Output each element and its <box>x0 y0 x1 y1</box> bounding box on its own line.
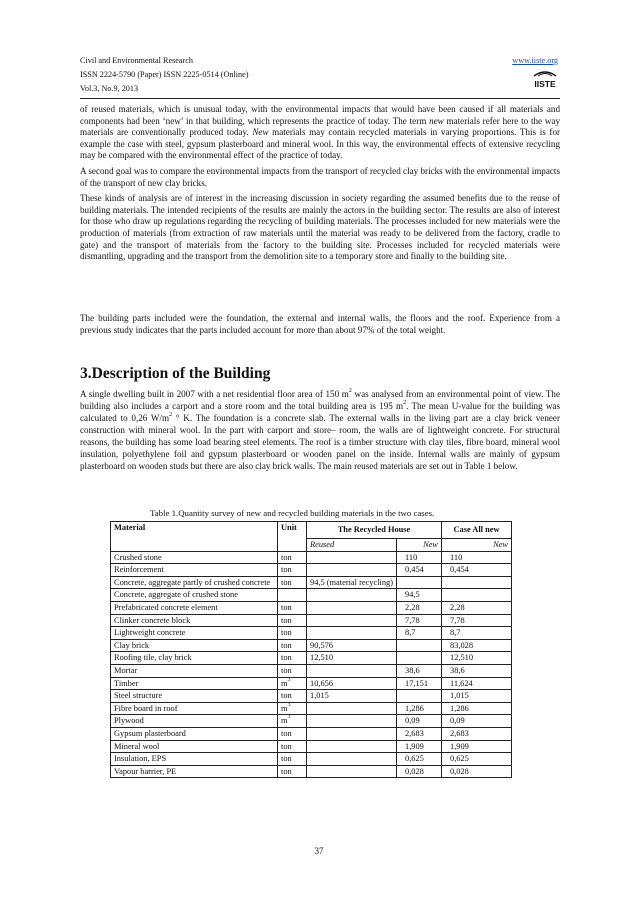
reused-cell <box>307 601 397 614</box>
table-row <box>111 690 512 703</box>
all-new-cell: 2,28 <box>442 601 512 614</box>
material-cell: Timber <box>111 677 278 690</box>
material-cell: Insulation, EPS <box>111 753 278 766</box>
reused-cell: 90,576 <box>307 639 397 652</box>
new-cell: 0,09 <box>397 715 442 728</box>
all-new-cell: 110 <box>442 551 512 564</box>
new-cell: 0,625 <box>397 753 442 766</box>
unit-cell: ton <box>278 564 307 577</box>
table-row <box>111 564 512 577</box>
all-new-cell: 7,78 <box>442 614 512 627</box>
all-new-cell: 2,683 <box>442 727 512 740</box>
table-row <box>111 639 512 652</box>
table-row <box>111 614 512 627</box>
header-material: Material <box>111 522 278 552</box>
all-new-cell: 1,909 <box>442 740 512 753</box>
all-new-cell: 0,454 <box>442 564 512 577</box>
material-cell: Gypsum plasterboard <box>111 727 278 740</box>
reused-cell: 94,5 (material recycling) <box>307 576 397 589</box>
header-recycled-house: The Recycled House <box>307 522 442 539</box>
new-cell <box>397 690 442 703</box>
material-cell: Clay brick <box>111 639 278 652</box>
header-unit: Unit <box>278 522 307 552</box>
unit-cell: ton <box>278 740 307 753</box>
all-new-cell: 0,625 <box>442 753 512 766</box>
material-cell: Mortar <box>111 664 278 677</box>
material-cell: Concrete, aggregate of crushed stone <box>111 589 278 602</box>
all-new-cell: 0,09 <box>442 715 512 728</box>
table-row <box>111 715 512 728</box>
table-row <box>111 727 512 740</box>
unit-cell: ton <box>278 690 307 703</box>
new-cell: 1,909 <box>397 740 442 753</box>
new-cell: 0,454 <box>397 564 442 577</box>
all-new-cell: 38,6 <box>442 664 512 677</box>
subheader-reused: Reused <box>307 539 397 552</box>
all-new-cell: 0,028 <box>442 765 512 778</box>
table-row <box>111 677 512 690</box>
material-cell: Clinker concrete block <box>111 614 278 627</box>
reused-cell <box>307 614 397 627</box>
all-new-cell: 83,028 <box>442 639 512 652</box>
material-cell: Fibre board in roof <box>111 702 278 715</box>
table-caption: Table 1.Quantity survey of new and recycled building materials in the two cases. <box>150 508 435 518</box>
intro-text <box>80 104 560 267</box>
unit-cell: ton <box>278 627 307 640</box>
iiste-logo <box>532 67 558 89</box>
unit-cell: $m^3$ <box>278 715 307 728</box>
reused-cell <box>307 765 397 778</box>
reused-cell: 1,015 <box>307 690 397 703</box>
new-cell: 110 <box>397 551 442 564</box>
table-row <box>111 627 512 640</box>
all-new-cell: 12,510 <box>442 652 512 665</box>
all-new-cell <box>442 576 512 589</box>
table-row <box>111 753 512 766</box>
paragraph-4: The building parts included were the foundation, the external and internal walls, the floors and the roof. Experience from a previous study indicates that the parts included account for more than about 97% of the total weight. <box>80 313 560 335</box>
material-cell: Mineral wool <box>111 740 278 753</box>
reused-cell <box>307 715 397 728</box>
material-cell: Steel structure <box>111 690 278 703</box>
new-cell: 94,5 <box>397 589 442 602</box>
table-row <box>111 664 512 677</box>
unit-cell: ton <box>278 664 307 677</box>
new-cell: 0,028 <box>397 765 442 778</box>
all-new-cell: 1,286 <box>442 702 512 715</box>
table-row <box>111 589 512 602</box>
table-row <box>111 652 512 665</box>
table-row <box>111 740 512 753</box>
reused-cell <box>307 627 397 640</box>
all-new-cell <box>442 589 512 602</box>
journal-url-link[interactable]: www.iiste.org <box>512 56 558 65</box>
page-number: 37 <box>314 846 324 856</box>
unit-cell: ton <box>278 576 307 589</box>
new-cell: 17,151 <box>397 677 442 690</box>
paragraph-3: These kinds of analysis are of interest in the increasing discussion in society regarding the assumed benefits due to the reuse of building materials. The intended recipients of the results are mainly the actors in the building sector. The results are also of interest for those who draw up regulations regarding the recycling of building materials. The processes included for new materials were the production of materials (from extraction of raw materials until the material was ready to be delivered from the factory, cradle to gate) and the transport of materials from the factory to the building site. Processes included for recycled materials were dismantling, upgrading and the transport from the demolition site to a temporary store and finally to the building site. <box>80 193 560 262</box>
reused-cell: 10,656 <box>307 677 397 690</box>
reused-cell <box>307 740 397 753</box>
section-title: 3.Description of the Building <box>80 365 271 382</box>
all-new-cell: 8,7 <box>442 627 512 640</box>
material-cell: Plywood <box>111 715 278 728</box>
reused-cell <box>307 727 397 740</box>
unit-cell: ton <box>278 652 307 665</box>
reused-cell <box>307 551 397 564</box>
unit-cell: ton <box>278 551 307 564</box>
section-text: A single dwelling built in 2007 with a net residential floor area of 150 $m^2$ was analysed from an environmental point of view. The building also includes a carport and a store room and the total building area is 195 $m^2$. The mean U-value for the building was calculated to 0,26 $W/m^2$ ° K. The foundation is a concrete slab. The external walls in the living part are a clay brick veneer construction with mineral wool. In the part with carport and store– room, the walls are of lightweight concrete. For structural reasons, the building has some load bearing steel elements. The roof is a timber structure with clay tiles, fibre board, mineral wool insulation, polyethylene foil and gypsum plasterboard or wooden panel on the inside. Internal walls are mainly of gypsum plasterboard on wooden studs but there are also clay brick walls. The main reused materials are set out in Table 1 below. <box>80 388 561 471</box>
reused-cell <box>307 564 397 577</box>
unit-cell: ton <box>278 601 307 614</box>
material-cell: Prefabricated concrete element <box>111 601 278 614</box>
material-cell: Roofing tile, clay brick <box>111 652 278 665</box>
header-case-all-new: Case All new <box>442 522 512 539</box>
table-header-row <box>111 522 512 539</box>
subheader-new: New <box>397 539 442 552</box>
new-cell: 2,28 <box>397 601 442 614</box>
material-cell: Lightweight concrete <box>111 627 278 640</box>
new-cell <box>397 652 442 665</box>
material-cell: Reinforcement <box>111 564 278 577</box>
reused-cell: 12,510 <box>307 652 397 665</box>
journal-name: Civil and Environmental Research <box>80 56 194 65</box>
new-cell: 8,7 <box>397 627 442 640</box>
unit-cell: ton <box>278 765 307 778</box>
unit-cell: ton <box>278 727 307 740</box>
reused-cell <box>307 702 397 715</box>
new-cell: 1,286 <box>397 702 442 715</box>
svg-text:IISTE: IISTE <box>534 79 556 89</box>
material-cell: Crushed stone <box>111 551 278 564</box>
material-cell: Concrete, aggregate partly of crushed concrete <box>111 576 278 589</box>
table-row <box>111 702 512 715</box>
new-cell <box>397 576 442 589</box>
paragraph-1: of reused materials, which is unusual today, with the environmental impacts that would have been caused if all materials and components had been ‘new’ in that building, which represents the practice of today. The term new materials refer here to the way materials are conventionally produced today. New materials may contain recycled materials in varying proportions. This is for example the case with steel, gypsum plasterboard and mineral wool. In this way, the environmental effects of extensive recycling may be compared with the environmental effect of the practice of today. <box>80 104 561 161</box>
unit-cell: $m^3$ <box>278 677 307 690</box>
new-cell: 2,683 <box>397 727 442 740</box>
unit-cell: ton <box>278 753 307 766</box>
paragraph-2: A second goal was to compare the environmental impacts from the transport of recycled clay bricks with the environmental impacts of the transport of new clay bricks. <box>80 165 560 188</box>
table-row <box>111 765 512 778</box>
unit-cell: ton <box>278 639 307 652</box>
new-cell: 38,6 <box>397 664 442 677</box>
all-new-cell: 11,624 <box>442 677 512 690</box>
table-row <box>111 551 512 564</box>
table-row <box>111 601 512 614</box>
table-row <box>111 576 512 589</box>
unit-cell <box>278 589 307 602</box>
subheader-new-all: New <box>442 539 512 552</box>
unit-cell: ton <box>278 614 307 627</box>
reused-cell <box>307 589 397 602</box>
new-cell: 7,78 <box>397 614 442 627</box>
journal-issn: ISSN 2224-5790 (Paper) ISSN 2225-0514 (Online) <box>80 70 249 79</box>
reused-cell <box>307 664 397 677</box>
all-new-cell: 1,015 <box>442 690 512 703</box>
reused-cell <box>307 753 397 766</box>
material-cell: Vapour barrier, PE <box>111 765 278 778</box>
quantity-table <box>110 521 512 778</box>
unit-cell: $m^3$ <box>278 702 307 715</box>
header-divider <box>80 98 560 99</box>
journal-volume: Vol.3, No.9, 2013 <box>80 84 139 93</box>
new-cell <box>397 639 442 652</box>
